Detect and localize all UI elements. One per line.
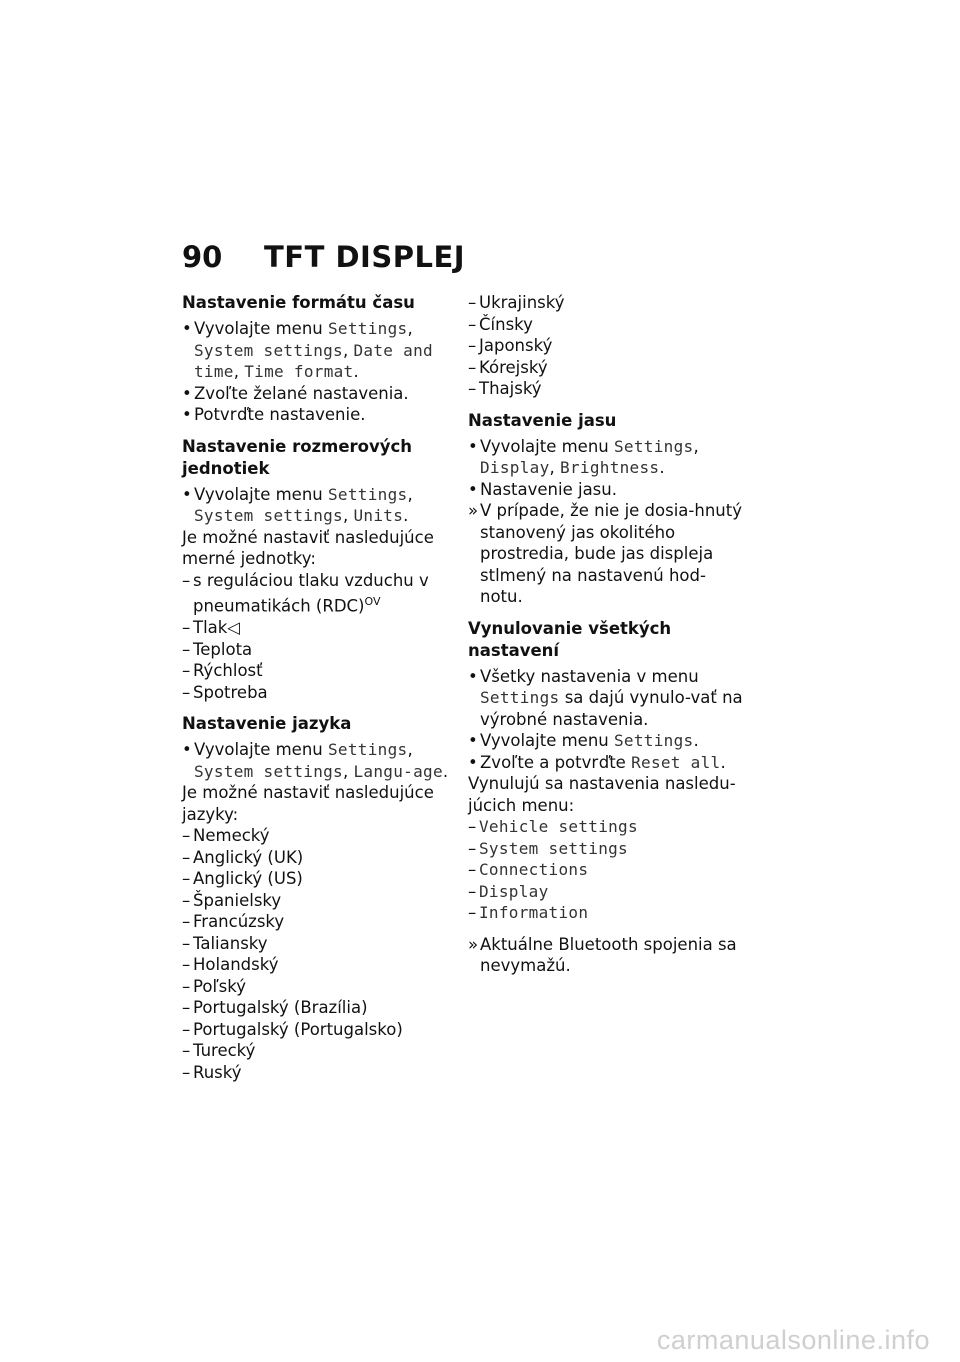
separator: . xyxy=(353,362,359,381)
bullet-item xyxy=(182,404,452,426)
language-name: Anglický (UK) xyxy=(193,847,304,867)
note-item xyxy=(468,500,748,608)
language-item xyxy=(468,314,748,336)
language-item xyxy=(182,997,452,1019)
section-heading: Vynulovanie všetkých nastavení xyxy=(468,618,672,660)
dash-marker: – xyxy=(182,570,191,590)
section-language xyxy=(182,713,452,1083)
right-column xyxy=(468,292,748,987)
menu-name: System settings xyxy=(194,340,343,360)
section-heading: Nastavenie formátu času xyxy=(182,293,415,312)
footnote-sup: OV xyxy=(364,595,381,608)
section-language-continued xyxy=(468,292,748,400)
language-name: Anglický (US) xyxy=(193,869,303,888)
menu-name: Settings xyxy=(328,740,408,759)
dash-marker: – xyxy=(182,618,191,637)
bullet-item xyxy=(182,383,452,405)
separator: , xyxy=(343,340,354,360)
language-item xyxy=(182,1040,452,1062)
language-item xyxy=(468,335,748,357)
watermark: carmanualsonline.info xyxy=(656,1325,930,1355)
language-item xyxy=(182,825,452,847)
menu-name: Settings xyxy=(328,319,408,338)
menu-name: Vehicle settings xyxy=(479,817,638,836)
note-text: Aktuálne Bluetooth spojenia sa nevymažú. xyxy=(480,934,737,975)
paragraph: Vynulujú sa nastavenia nasledu-júcich menu: xyxy=(468,774,736,815)
left-column xyxy=(182,292,452,1093)
dash-marker: – xyxy=(182,826,191,845)
page-title: TFT DISPLEJ xyxy=(264,240,466,274)
dash-marker: – xyxy=(468,817,477,836)
dash-marker: – xyxy=(182,1041,191,1060)
dash-marker: – xyxy=(182,661,191,680)
separator: , xyxy=(407,319,413,338)
dash-marker: – xyxy=(468,336,477,355)
section-heading: Nastavenie rozmerových jednotiek xyxy=(182,436,413,478)
dash-marker: – xyxy=(182,847,191,867)
menu-name: Display xyxy=(479,881,549,901)
menu-name: Settings xyxy=(614,731,694,750)
dash-item xyxy=(182,682,452,704)
item-text: Teplota xyxy=(193,639,253,659)
bullet-marker: • xyxy=(182,405,192,424)
language-item xyxy=(468,292,748,314)
dash-marker: – xyxy=(468,903,477,922)
menu-name: Langu-age xyxy=(353,761,443,781)
section-brightness xyxy=(468,410,748,608)
paragraph: Je možné nastaviť nasledujúce jazyky: xyxy=(182,783,434,824)
separator: , xyxy=(407,740,413,759)
menu-name: Display xyxy=(480,458,550,477)
bullet-item xyxy=(468,752,748,774)
dash-marker: – xyxy=(182,869,191,888)
bullet-marker: • xyxy=(468,479,478,499)
menu-item xyxy=(468,816,748,838)
bullet-marker: • xyxy=(182,319,192,338)
menu-name: System settings xyxy=(194,761,343,781)
dash-marker: – xyxy=(182,955,191,974)
language-item xyxy=(182,954,452,976)
bullet-marker: • xyxy=(468,666,478,686)
language-name: Taliansky xyxy=(193,933,268,953)
menu-name: Units xyxy=(353,506,404,525)
item-text: Zvoľte želané nastavenia. xyxy=(194,383,409,403)
language-name: Japonský xyxy=(479,336,553,355)
separator: , xyxy=(407,484,413,504)
language-item xyxy=(182,933,452,955)
menu-item xyxy=(468,881,748,903)
language-item xyxy=(468,378,748,400)
item-text: Vyvolajte menu xyxy=(480,436,614,456)
item-text: Nastavenie jasu. xyxy=(480,479,617,499)
arrow-marker: » xyxy=(468,934,479,954)
language-name: Nemecký xyxy=(193,826,270,845)
language-item xyxy=(182,911,452,933)
bullet-marker: • xyxy=(468,731,478,750)
bullet-item xyxy=(182,318,452,383)
language-item xyxy=(182,890,452,912)
separator: , xyxy=(233,362,245,381)
item-text: Tlak◁ xyxy=(193,618,241,637)
dash-marker: – xyxy=(468,860,477,879)
menu-name: Time format xyxy=(244,362,354,381)
language-name: Čínsky xyxy=(479,314,533,334)
menu-item xyxy=(468,902,748,924)
dash-marker: – xyxy=(182,890,191,910)
bullet-marker: • xyxy=(182,740,192,759)
item-text: Vyvolajte menu xyxy=(194,484,328,504)
menu-name: Connections xyxy=(479,860,589,879)
dash-marker: – xyxy=(182,1019,191,1039)
bullet-item xyxy=(182,484,452,527)
language-name: Thajský xyxy=(479,379,542,398)
language-name: Francúzsky xyxy=(193,912,285,931)
section-heading: Nastavenie jasu xyxy=(468,410,617,430)
menu-name: System settings xyxy=(479,838,628,858)
dash-item xyxy=(182,570,452,618)
separator: , xyxy=(549,458,561,477)
section-reset xyxy=(468,618,748,977)
note-text: V prípade, že nie je dosia-hnutý stanovený jas okolitého prostredia, bude jas displeja stlmený na nastavenú hod-notu. xyxy=(480,501,742,606)
language-name: Ukrajinský xyxy=(479,293,565,312)
dash-marker: – xyxy=(182,976,191,996)
bullet-item xyxy=(468,436,748,479)
menu-item xyxy=(468,838,748,860)
separator: . xyxy=(720,752,726,772)
separator: . xyxy=(659,458,665,477)
language-name: Portugalský (Portugalsko) xyxy=(193,1019,403,1039)
separator: , xyxy=(343,761,354,781)
bullet-marker: • xyxy=(468,752,478,772)
menu-name: Information xyxy=(479,903,589,922)
dash-marker: – xyxy=(182,682,191,702)
separator: , xyxy=(343,506,354,525)
language-name: Poľský xyxy=(193,976,246,996)
dash-marker: – xyxy=(468,379,477,398)
language-name: Ruský xyxy=(193,1062,242,1082)
menu-name: Settings xyxy=(480,688,560,707)
menu-name: System settings xyxy=(194,506,343,525)
language-item xyxy=(468,357,748,379)
dash-marker: – xyxy=(468,881,477,901)
separator: , xyxy=(693,436,699,456)
section-units xyxy=(182,436,452,704)
section-heading: Nastavenie jazyka xyxy=(182,714,352,733)
bullet-marker: • xyxy=(182,383,192,403)
menu-name: Brightness xyxy=(560,458,660,477)
dash-marker: – xyxy=(182,1062,191,1082)
item-text: sa dajú vynulo-vať na výrobné nastavenia. xyxy=(480,688,743,729)
dash-marker: – xyxy=(468,293,477,312)
dash-marker: – xyxy=(182,639,191,659)
note-item xyxy=(468,934,748,977)
menu-name: Date and time xyxy=(194,340,433,381)
language-name: Kórejský xyxy=(479,357,548,377)
item-text: Vyvolajte menu xyxy=(194,740,328,759)
bullet-item xyxy=(182,739,452,782)
dash-marker: – xyxy=(182,998,191,1017)
language-item xyxy=(182,847,452,869)
separator: . xyxy=(693,731,699,750)
language-item xyxy=(182,868,452,890)
dash-marker: – xyxy=(468,314,477,334)
language-item xyxy=(182,1062,452,1084)
dash-item xyxy=(182,639,452,661)
item-text: Vyvolajte menu xyxy=(480,731,614,750)
language-item xyxy=(182,1019,452,1041)
dash-marker: – xyxy=(182,912,191,931)
bullet-marker: • xyxy=(468,436,478,456)
menu-name: Settings xyxy=(614,436,694,456)
item-text: Potvrďte nastavenie. xyxy=(194,405,366,424)
language-name: Holandský xyxy=(193,955,279,974)
item-text: s reguláciou tlaku vzduchu v pneumatikách (RDC) xyxy=(193,570,429,616)
bullet-marker: • xyxy=(182,484,192,504)
paragraph: Je možné nastaviť nasledujúce merné jednotky: xyxy=(182,527,434,568)
bullet-item xyxy=(468,730,748,752)
dash-item xyxy=(182,617,452,639)
bullet-item xyxy=(468,479,748,501)
dash-marker: – xyxy=(182,933,191,953)
menu-name: Settings xyxy=(328,484,408,504)
dash-marker: – xyxy=(468,357,477,377)
separator: . xyxy=(403,506,409,525)
language-name: Španielsky xyxy=(193,890,282,910)
section-time-format xyxy=(182,292,452,426)
item-text: Všetky nastavenia v menu xyxy=(480,666,699,686)
item-text: Zvoľte a potvrďte xyxy=(480,752,632,772)
separator: . xyxy=(442,761,449,781)
item-text: Vyvolajte menu xyxy=(194,319,328,338)
language-item xyxy=(182,976,452,998)
arrow-marker: » xyxy=(468,501,479,520)
dash-item xyxy=(182,660,452,682)
language-name: Turecký xyxy=(193,1041,256,1060)
page-number: 90 xyxy=(182,240,223,274)
bullet-item xyxy=(468,666,748,731)
item-text: Rýchlosť xyxy=(193,661,263,680)
item-text: Spotreba xyxy=(193,682,268,702)
menu-item xyxy=(468,859,748,881)
dash-marker: – xyxy=(468,838,477,858)
language-name: Portugalský (Brazília) xyxy=(193,998,368,1017)
menu-name: Reset all xyxy=(631,752,721,772)
